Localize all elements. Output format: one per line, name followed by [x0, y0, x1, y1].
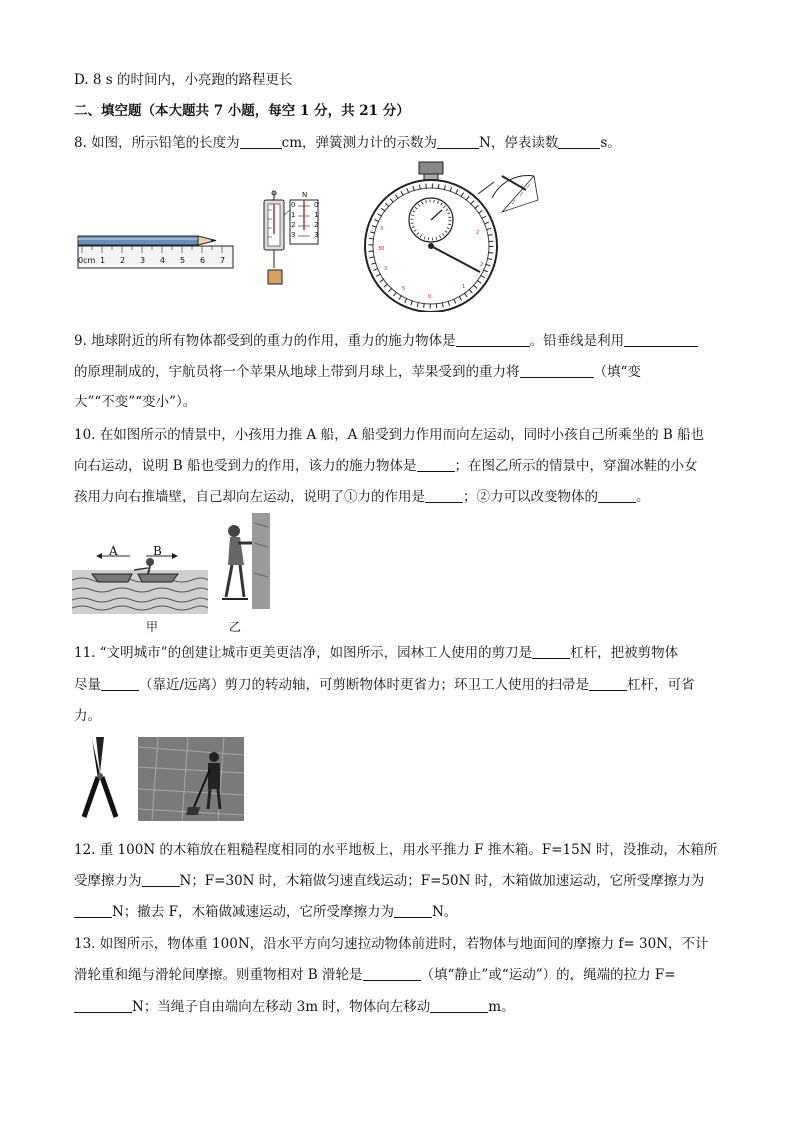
caption-yi: 乙 [229, 620, 242, 634]
q10-text-d: 孩用力向右推墙壁，自己却向左运动，说明了①力的作用是 [74, 489, 425, 505]
q8-text-c: N，停表读数 [479, 135, 559, 151]
skater-figure [218, 513, 270, 609]
svg-text:3: 3 [380, 226, 384, 232]
svg-text:1: 1 [462, 284, 466, 290]
q13-text-d: N；当绳子自由端向左移动 3m 时，物体向左移动 [132, 999, 431, 1015]
q9-blank-1[interactable] [456, 332, 530, 347]
q13-blank-3[interactable] [430, 998, 488, 1013]
ruler-label: 0cm [78, 256, 96, 265]
q9-blank-2[interactable] [624, 332, 698, 347]
stopwatch-figure [362, 160, 542, 312]
ruler-labels [76, 256, 236, 268]
meter-left-label: 2 [291, 221, 296, 229]
q8-text-b: cm，弹簧测力计的示数为 [281, 135, 438, 151]
q8-text-d: s。 [600, 135, 621, 151]
q12-blank-1[interactable] [142, 872, 180, 887]
q13-text-b: 滑轮重和绳与滑轮间摩擦。则重物相对 B 滑轮是 [74, 967, 363, 983]
q13-text-e: m。 [488, 999, 515, 1015]
sweeper-figure [138, 737, 244, 821]
question-13-line-1: 13. 如图所示，物体重 100N，沿水平方向匀速拉动物体前进时，若物体与地面间的摩擦力 f= 30N，不计 [74, 936, 709, 952]
svg-text:5: 5 [402, 286, 406, 292]
q10-text-c: ；在图乙所示的情景中，穿溜冰鞋的小女 [454, 458, 698, 474]
q10-blank-1[interactable] [417, 457, 455, 472]
question-8 [74, 131, 621, 151]
ruler-label: 7 [220, 256, 226, 265]
question-13-line-2 [74, 963, 676, 983]
svg-text:30: 30 [378, 246, 385, 252]
boat-b-label: B [153, 544, 162, 558]
meter-left-label: 0 [291, 201, 296, 209]
ruler-label: 6 [200, 256, 206, 265]
q9-text-d: （填“变 [593, 364, 641, 380]
boats-figure [72, 540, 208, 614]
ruler-label: 3 [140, 256, 146, 265]
section-heading: 二、填空题（本大题共 7 小题，每空 1 分，共 21 分） [74, 103, 410, 119]
q11-text-d: （靠近/远离）剪刀的转动轴，可剪断物体时更省力；环卫工人使用的扫帚是 [139, 677, 590, 693]
q12-text-e: N。 [431, 904, 458, 920]
q11-text-c: 尽量 [74, 677, 101, 693]
q12-blank-2[interactable] [74, 903, 112, 918]
question-10-line-3 [74, 485, 650, 505]
svg-text:2: 2 [476, 230, 480, 236]
q11-text-e: 杠杆，可省 [627, 677, 695, 693]
q13-blank-1[interactable] [363, 966, 421, 981]
q10-blank-3[interactable] [598, 488, 636, 503]
q8-blank-3[interactable] [558, 134, 600, 149]
q10-text-e: ；②力可以改变物体的 [463, 489, 598, 505]
q11-text-a: 11. “文明城市”的创建让城市更美更洁净，如图所示，园林工人使用的剪刀是 [74, 645, 533, 661]
q11-blank-2[interactable] [101, 676, 139, 691]
q10-text-b: 向右运动，说明 B 船也受到力的作用，该力的施力物体是 [74, 458, 417, 474]
q10-blank-2[interactable] [425, 488, 463, 503]
q9-text-b: 。铅垂线是利用 [529, 333, 625, 349]
caption-jia: 甲 [146, 620, 159, 634]
q10-text-f: 。 [636, 489, 650, 505]
q11-blank-1[interactable] [532, 644, 570, 659]
svg-text:0: 0 [428, 294, 432, 300]
question-10-line-2 [74, 454, 698, 474]
q12-text-d: N；撤去 F，木箱做减速运动，它所受摩擦力为 [112, 904, 394, 920]
boat-a-label: A [109, 544, 118, 558]
question-11-line-1 [74, 641, 678, 661]
q9-blank-3[interactable] [520, 363, 594, 378]
q8-blank-1[interactable] [240, 134, 282, 149]
question-9-line-2 [74, 360, 641, 380]
ruler-label: 5 [180, 256, 186, 265]
q13-text-c: （填“静止”或“运动”）的，绳端的拉力 F= [420, 967, 676, 983]
question-13-line-3 [74, 995, 515, 1015]
question-11-line-2 [74, 673, 695, 693]
q11-text-b: 杠杆，把被剪物体 [570, 645, 679, 661]
question-12-line-3 [74, 900, 457, 920]
q12-blank-3[interactable] [394, 903, 432, 918]
q12-text-c: N；F=30N 时，木箱做匀速直线运动；F=50N 时，木箱做加速运动，它所受摩擦力为 [179, 873, 705, 889]
ruler-label: 4 [160, 256, 166, 265]
option-d: D. 8 s 的时间内，小亮跑的路程更长 [74, 72, 293, 88]
q8-blank-2[interactable] [437, 134, 479, 149]
meter-right-label: 2 [314, 221, 319, 229]
meter-right-label: 0 [314, 201, 319, 209]
spring-scale-labels [290, 191, 322, 253]
q11-blank-3[interactable] [589, 676, 627, 691]
question-9-line-3: 大”“不变”“变小”）。 [74, 394, 197, 410]
ruler-label: 2 [120, 256, 126, 265]
q13-blank-2[interactable] [74, 998, 132, 1013]
question-11-line-3: 力。 [74, 708, 101, 724]
meter-right-label: 1 [314, 211, 319, 219]
shears-figure [76, 733, 124, 821]
meter-unit: N [302, 191, 308, 199]
svg-text:3: 3 [384, 266, 388, 272]
q12-text-b: 受摩擦力为 [74, 873, 142, 889]
meter-left-label: 1 [291, 211, 296, 219]
q9-text-a: 9. 地球附近的所有物体都受到的重力的作用，重力的施力物体是 [74, 333, 456, 349]
meter-right-label: 3 [314, 231, 319, 239]
question-12-line-1: 12. 重 100N 的木箱放在粗糙程度相同的水平地板上，用水平推力 F 推木箱。F=15N 时，没推动，木箱所 [74, 842, 718, 858]
q8-text-a: 8. 如图，所示铅笔的长度为 [74, 135, 240, 151]
q9-text-c: 的原理制成的，宇航员将一个苹果从地球上带到月球上，苹果受到的重力将 [74, 364, 520, 380]
meter-left-label: 3 [291, 231, 296, 239]
svg-text:2: 2 [480, 262, 484, 268]
question-12-line-2 [74, 869, 704, 889]
question-9-line-1 [74, 329, 698, 349]
ruler-label: 1 [100, 256, 106, 265]
question-10-line-1: 10. 在如图所示的情景中，小孩用力推 A 船，A 船受到力作用而向左运动，同时小孩自己所乘坐的 B 船也 [74, 427, 705, 443]
